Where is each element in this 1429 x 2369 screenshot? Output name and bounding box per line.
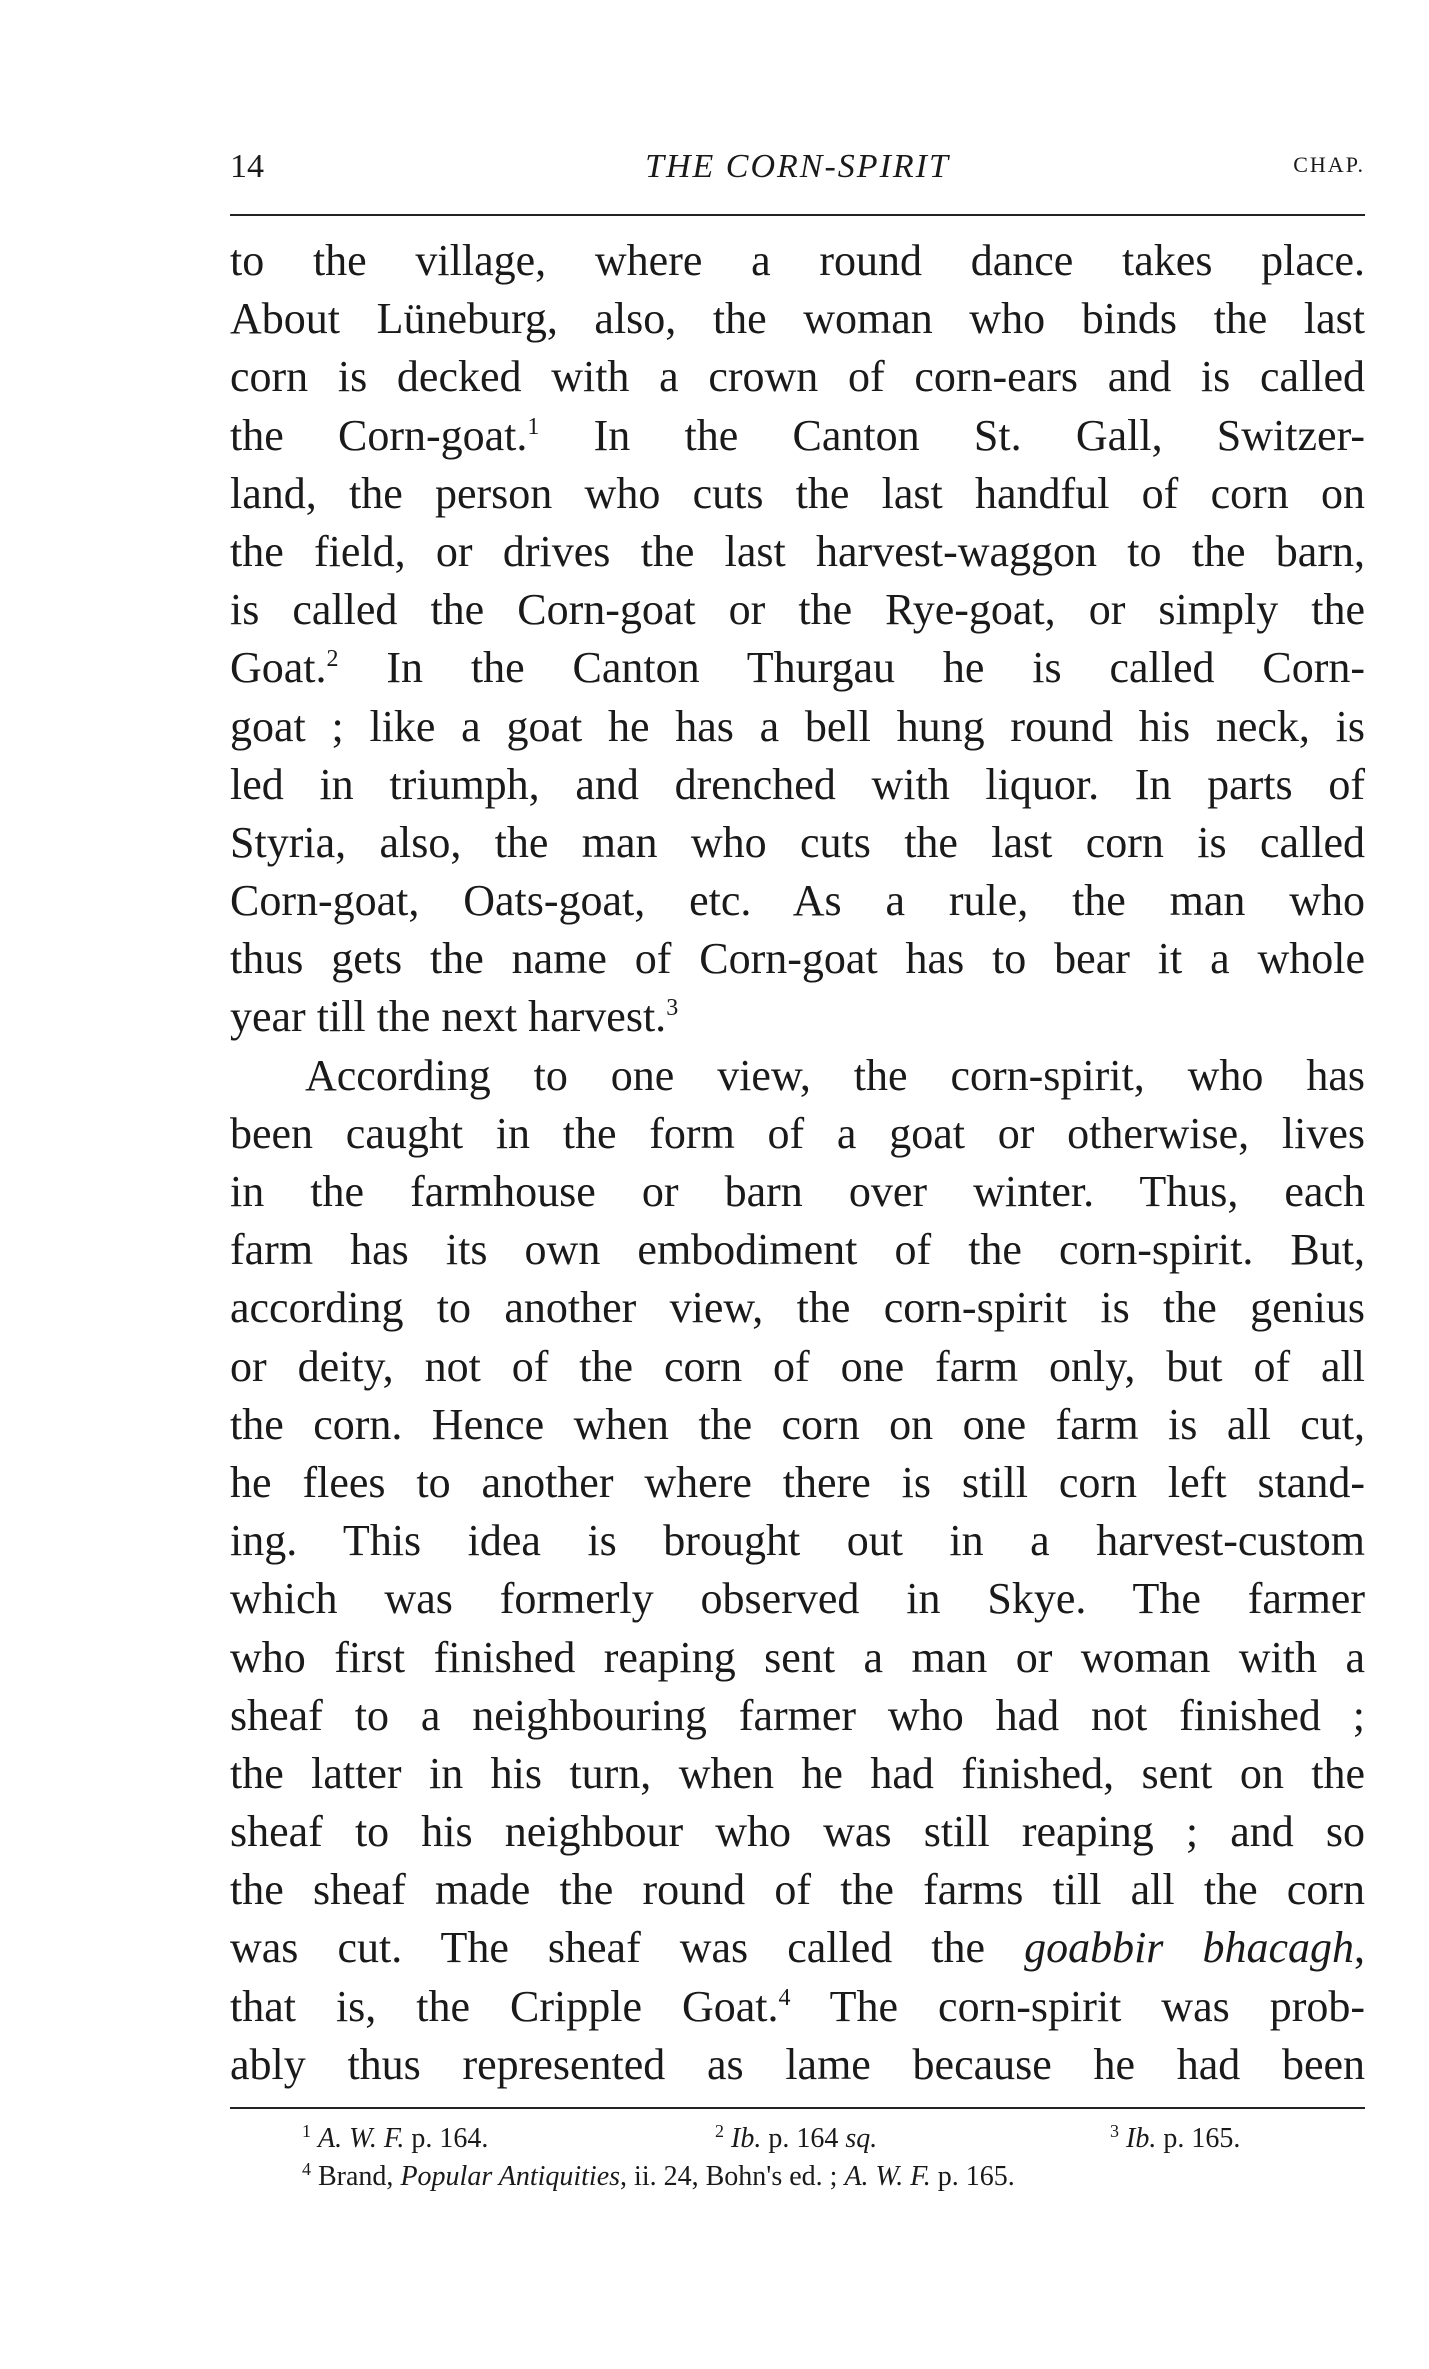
text-line: who first finished reaping sent a man or woman with a xyxy=(230,1632,1365,1682)
text-line: been caught in the form of a goat or otherwise, lives xyxy=(230,1108,1365,1158)
page-header xyxy=(230,148,1365,198)
text-line: thus gets the name of Corn-goat has to bear it a whole xyxy=(230,934,1365,984)
text-line: led in triumph, and drenched with liquor. In parts of xyxy=(230,759,1365,809)
footnote-row xyxy=(230,2158,1365,2196)
footnote-row xyxy=(230,2120,1365,2158)
text-line: ably thus represented as lame because he had been xyxy=(230,2039,1365,2089)
text-line: the Corn-goat.$^1$ In the Canton St. Gall, Switzer- xyxy=(230,410,1365,460)
text-line: sheaf to a neighbouring farmer who had not finished ; xyxy=(230,1690,1365,1740)
text-line: that is, the Cripple Goat.$^4$ The corn-spirit was prob- xyxy=(230,1981,1365,2031)
text-line: which was formerly observed in Skye. The farmer xyxy=(230,1574,1365,1624)
running-title: THE CORN-SPIRIT xyxy=(645,148,950,185)
text-line: in the farmhouse or barn over winter. Thus, each xyxy=(230,1167,1365,1216)
chapter-label: CHAP. xyxy=(1293,152,1365,177)
footnote-ref: 4 xyxy=(778,1984,791,2011)
text-line: sheaf to his neighbour who was still reaping ; and so xyxy=(230,1807,1365,1857)
footnote-4: $^4$ Brand, Popular Antiquities, ii. 24, Bohn's ed. ; A. W. F. p. 165. xyxy=(302,2159,1015,2192)
text-line: the field, or drives the last harvest-waggon to the barn, xyxy=(230,526,1365,576)
text-line: land, the person who cuts the last handful of corn on xyxy=(230,468,1365,518)
text-line: ing. This idea is brought out in a harvest-custom xyxy=(230,1516,1365,1566)
footnote-1: $^1$ A. W. F. p. 164. xyxy=(302,2121,489,2154)
footnote-2: $^2$ Ib. p. 164 sq. xyxy=(715,2121,878,2154)
header-rule xyxy=(230,214,1365,216)
footnote-3: $^3$ Ib. p. 165. xyxy=(1110,2121,1241,2154)
text-line: was cut. The sheaf was called the goabbir bhacagh, xyxy=(230,1923,1365,1973)
footnote-ref: 2 xyxy=(326,646,339,673)
text-line: or deity, not of the corn of one farm only, but of all xyxy=(230,1341,1365,1391)
text-line: goat ; like a goat he has a bell hung round his neck, is xyxy=(230,701,1365,751)
text-line: Styria, also, the man who cuts the last corn is called xyxy=(230,817,1365,867)
text-line: corn is decked with a crown of corn-ears and is called xyxy=(230,352,1365,402)
text-line: according to another view, the corn-spirit is the genius xyxy=(230,1283,1365,1333)
text-line: farm has its own embodiment of the corn-spirit. But, xyxy=(230,1225,1365,1275)
text-line: the sheaf made the round of the farms till all the corn xyxy=(230,1865,1365,1915)
text-line: the corn. Hence when the corn on one farm is all cut, xyxy=(230,1399,1365,1449)
text-line: he flees to another where there is still corn left stand- xyxy=(230,1457,1365,1507)
text-line: About Lüneburg, also, the woman who binds the last xyxy=(230,294,1365,344)
gaelic-term: goabbir bhacagh xyxy=(1024,1923,1354,1973)
text-line: According to one view, the corn-spirit, who has xyxy=(305,1050,1365,1100)
text-line: is called the Corn-goat or the Rye-goat, or simply the xyxy=(230,585,1365,635)
footnote-ref: 3 xyxy=(666,995,679,1022)
body-text xyxy=(230,232,1365,2094)
text-line: Goat.$^2$ In the Canton Thurgau he is called Corn- xyxy=(230,643,1365,693)
text-line: to the village, where a round dance takes place. xyxy=(230,236,1365,285)
footnote-ref: 1 xyxy=(527,413,540,440)
footnotes xyxy=(230,2120,1365,2196)
text-line: the latter in his turn, when he had finished, sent on the xyxy=(230,1748,1365,1798)
page-number: 14 xyxy=(230,148,264,185)
text-line: Corn-goat, Oats-goat, etc. As a rule, the man who xyxy=(230,876,1365,926)
text-line: year till the next harvest.$^3$ xyxy=(230,992,679,1042)
footnote-rule xyxy=(230,2107,1365,2109)
